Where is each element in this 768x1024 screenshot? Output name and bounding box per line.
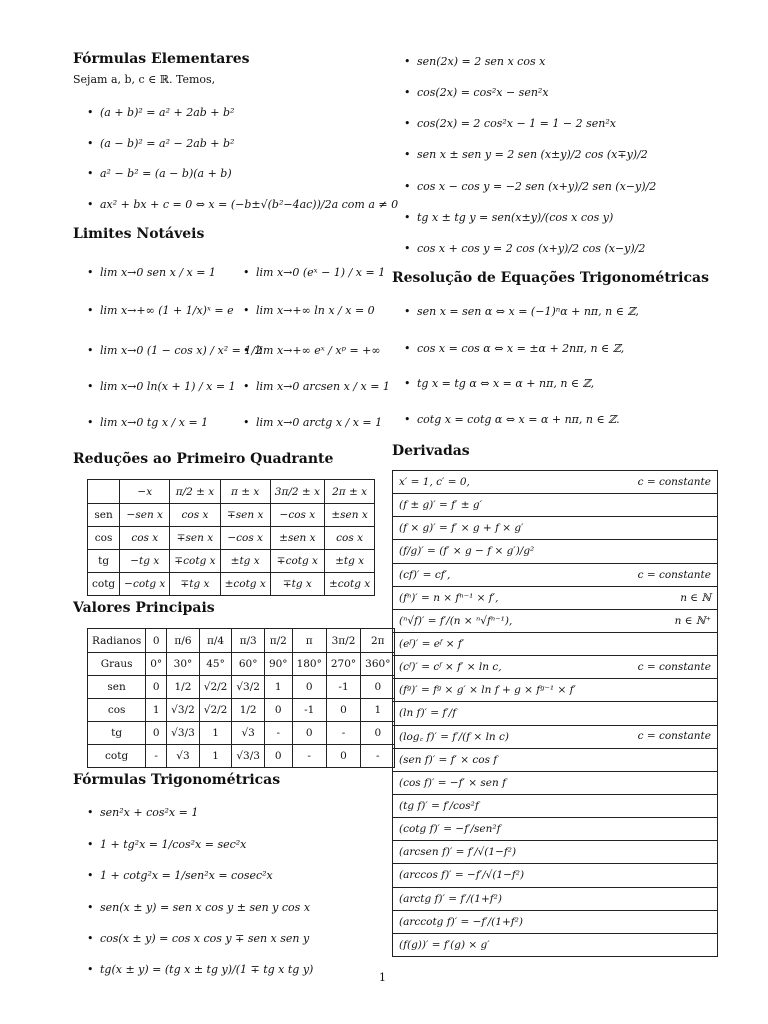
table-cell: √3 (232, 722, 265, 745)
table-row (393, 656, 718, 679)
table-cell: −tg x (120, 550, 170, 573)
table-cell: 0 (292, 676, 326, 699)
section-title-formulas-trigonometricas: Fórmulas Trigonométricas (73, 772, 281, 788)
table-row (88, 629, 395, 653)
formula-item: • cos(x ± y) = cos x cos y ∓ sen x sen y (87, 932, 309, 945)
table-cell (393, 910, 718, 933)
formula-item: • cos(2x) = 2 cos²x − 1 = 1 − 2 sen²x (404, 117, 616, 130)
section-title-resolucao: Resolução de Equações Trigonométricas (392, 270, 709, 286)
table-cell: 0 (326, 699, 360, 722)
table-cell: cos x (170, 504, 220, 527)
formula-item: • 1 + cotg²x = 1/sen²x = cosec²x (87, 869, 273, 882)
table-row (393, 702, 718, 725)
table-row (393, 609, 718, 632)
table-cell: Graus (88, 653, 146, 676)
limit-item: • lim x→+∞ ln x / x = 0 (243, 304, 375, 317)
table-row (393, 517, 718, 540)
table-cell: tg (88, 722, 146, 745)
derivative-formula: (arctg f)′ = f′/(1+f²) (399, 892, 502, 905)
derivative-condition: c = constante (637, 729, 711, 742)
table-header-cell (88, 480, 120, 504)
valores-table (87, 628, 395, 768)
table-row (393, 540, 718, 563)
table-cell: 0 (326, 745, 360, 768)
table-cell: 30° (167, 653, 200, 676)
table-row (88, 699, 395, 722)
table-cell: 360° (361, 653, 395, 676)
table-cell: 1 (361, 699, 395, 722)
table-cell (393, 702, 718, 725)
derivative-condition: c = constante (637, 568, 711, 581)
table-cell: ∓sen x (220, 504, 270, 527)
derivative-formula: (f/g)′ = (f′ × g − f × g′)/g² (399, 545, 535, 558)
derivadas-table (392, 470, 718, 957)
formula-item: • 1 + tg²x = 1/cos²x = sec²x (87, 838, 246, 851)
table-cell: -1 (326, 676, 360, 699)
table-cell: 1 (264, 676, 292, 699)
table-row (393, 471, 718, 494)
table-row (88, 653, 395, 676)
table-header-cell: 2π ± x (324, 480, 374, 504)
derivative-formula: (cotg f)′ = −f′/sen²f (399, 823, 501, 836)
table-cell: −cos x (270, 504, 324, 527)
table-cell (393, 540, 718, 563)
table-header-cell: π ± x (220, 480, 270, 504)
section-title-formulas-elementares: Fórmulas Elementares (73, 51, 250, 67)
table-row (393, 771, 718, 794)
derivative-formula: (f × g)′ = f′ × g + f × g′ (399, 522, 524, 535)
table-cell: ±tg x (324, 550, 374, 573)
formula-item: • sen x ± sen y = 2 sen (x±y)/2 cos (x∓y)/2 (404, 148, 648, 161)
table-row (393, 563, 718, 586)
formula-item: • cotg x = cotg α ⇔ x = α + nπ, n ∈ ℤ. (404, 413, 620, 426)
table-cell: √3/2 (167, 699, 200, 722)
table-cell (393, 632, 718, 655)
formula-item: • a² − b² = (a − b)(a + b) (87, 167, 232, 180)
table-cell: √3/3 (232, 745, 265, 768)
table-cell: 0 (264, 699, 292, 722)
formula-item: • ax² + bx + c = 0 ⇔ x = (−b±√(b²−4ac))/2a com a ≠ 0 (87, 198, 398, 211)
table-cell: 1/2 (167, 676, 200, 699)
table-row (393, 910, 718, 933)
table-cell: 1 (199, 745, 232, 768)
table-cell (393, 563, 718, 586)
table-row (88, 504, 375, 527)
limit-item: • lim x→+∞ eˣ / xᵖ = +∞ (243, 344, 381, 357)
table-cell: ±cotg x (324, 573, 374, 596)
derivative-formula: (fⁿ)′ = n × fⁿ⁻¹ × f′, (399, 591, 499, 604)
derivative-formula: (arccotg f)′ = −f′/(1+f²) (399, 915, 523, 928)
table-row (393, 933, 718, 956)
table-cell: −cos x (220, 527, 270, 550)
section-title-reducoes: Reduções ao Primeiro Quadrante (73, 451, 334, 467)
table-row (88, 550, 375, 573)
table-cell (393, 887, 718, 910)
table-cell (393, 725, 718, 748)
derivative-condition: c = constante (637, 661, 711, 674)
table-cell: ±sen x (324, 504, 374, 527)
table-row (393, 794, 718, 817)
table-cell: 2π (361, 629, 395, 653)
table-cell: 1 (146, 699, 167, 722)
table-cell: 270° (326, 653, 360, 676)
derivative-formula: (f(g))′ = f′(g) × g′ (399, 938, 490, 951)
table-cell (393, 609, 718, 632)
limit-item: • lim x→0 sen x / x = 1 (87, 266, 216, 279)
table-cell: -1 (292, 699, 326, 722)
table-cell: cos (88, 527, 120, 550)
table-row (393, 748, 718, 771)
table-cell: ±tg x (220, 550, 270, 573)
table-cell: 1/2 (232, 699, 265, 722)
table-header-cell: π/2 ± x (170, 480, 220, 504)
table-row (393, 679, 718, 702)
table-cell: - (264, 722, 292, 745)
section-title-limites-notaveis: Limites Notáveis (73, 226, 205, 242)
derivative-formula: (log꜀ f)′ = f′/(f × ln c) (399, 730, 510, 743)
table-cell: 0 (361, 676, 395, 699)
table-cell: - (146, 745, 167, 768)
table-cell: 1 (199, 722, 232, 745)
formula-item: • (a + b)² = a² + 2ab + b² (87, 106, 234, 119)
table-row (393, 632, 718, 655)
table-cell: - (361, 745, 395, 768)
table-cell: sen (88, 676, 146, 699)
limit-item: • lim x→0 tg x / x = 1 (87, 416, 208, 429)
table-cell (393, 771, 718, 794)
table-cell: ±sen x (270, 527, 324, 550)
table-cell (393, 586, 718, 609)
table-cell: √3/3 (167, 722, 200, 745)
formula-item: • cos(2x) = cos²x − sen²x (404, 86, 549, 99)
formula-item: • cos x + cos y = 2 cos (x+y)/2 cos (x−y)/2 (404, 242, 645, 255)
table-cell: cotg (88, 745, 146, 768)
table-cell: π/3 (232, 629, 265, 653)
table-cell (393, 517, 718, 540)
table-cell: ±cotg x (220, 573, 270, 596)
table-cell: π/6 (167, 629, 200, 653)
formula-item: • cos x − cos y = −2 sen (x+y)/2 sen (x−y)/2 (404, 180, 656, 193)
table-row (88, 676, 395, 699)
derivative-formula: (tg f)′ = f′/cos²f (399, 800, 479, 813)
derivative-condition: n ∈ ℕ⁺ (674, 614, 711, 627)
table-cell (393, 656, 718, 679)
table-row (393, 864, 718, 887)
table-cell: 90° (264, 653, 292, 676)
table-cell (393, 494, 718, 517)
table-cell: 45° (199, 653, 232, 676)
formula-item: • (a − b)² = a² − 2ab + b² (87, 137, 234, 150)
table-cell: √2/2 (199, 699, 232, 722)
derivative-formula: x′ = 1, c′ = 0, (399, 476, 470, 489)
table-cell: 60° (232, 653, 265, 676)
table-cell: 0 (146, 629, 167, 653)
table-cell: 0 (146, 722, 167, 745)
derivative-formula: (fᵍ)′ = fᵍ × g′ × ln f + g × fᵍ⁻¹ × f′ (399, 684, 576, 697)
formula-item: • cos x = cos α ⇔ x = ±α + 2nπ, n ∈ ℤ, (404, 342, 624, 355)
formula-item: • sen(x ± y) = sen x cos y ± sen y cos x (87, 901, 310, 914)
table-cell: tg (88, 550, 120, 573)
limit-item: • lim x→0 (1 − cos x) / x² = 1/2 (87, 344, 262, 357)
derivative-condition: n ∈ ℕ (680, 591, 711, 604)
table-cell: 180° (292, 653, 326, 676)
table-cell: 0 (361, 722, 395, 745)
table-cell: 0° (146, 653, 167, 676)
table-row (393, 494, 718, 517)
table-cell: cos (88, 699, 146, 722)
table-cell: 0 (292, 722, 326, 745)
table-cell: √3 (167, 745, 200, 768)
table-cell: π/2 (264, 629, 292, 653)
limit-item: • lim x→0 (eˣ − 1) / x = 1 (243, 266, 385, 279)
derivative-formula: (arccos f)′ = −f′/√(1−f²) (399, 869, 525, 882)
table-cell (393, 818, 718, 841)
table-row (393, 586, 718, 609)
table-cell: ∓cotg x (270, 550, 324, 573)
reducoes-table (87, 479, 375, 596)
derivative-formula: (eᶠ)′ = eᶠ × f′ (399, 638, 465, 651)
limit-item: • lim x→0 arctg x / x = 1 (243, 416, 382, 429)
table-cell: √2/2 (199, 676, 232, 699)
table-cell: π (292, 629, 326, 653)
table-row (393, 725, 718, 748)
table-cell (393, 841, 718, 864)
limit-item: • lim x→0 arcsen x / x = 1 (243, 380, 390, 393)
table-row (393, 887, 718, 910)
derivative-formula: (cos f)′ = −f′ × sen f (399, 776, 506, 789)
table-cell: ∓cotg x (170, 550, 220, 573)
table-header-cell: 3π/2 ± x (270, 480, 324, 504)
table-cell: 3π/2 (326, 629, 360, 653)
derivative-formula: (ⁿ√f)′ = f′/(n × ⁿ√fⁿ⁻¹), (399, 614, 513, 627)
table-cell: - (326, 722, 360, 745)
table-row (393, 841, 718, 864)
formula-item: • tg x ± tg y = sen(x±y)/(cos x cos y) (404, 211, 613, 224)
table-row (88, 745, 395, 768)
table-cell: ∓sen x (170, 527, 220, 550)
table-cell: −sen x (120, 504, 170, 527)
section-title-derivadas: Derivadas (392, 443, 470, 459)
table-row (88, 527, 375, 550)
table-cell (393, 748, 718, 771)
table-cell: cos x (120, 527, 170, 550)
formula-item: • sen(2x) = 2 sen x cos x (404, 55, 545, 68)
table-cell: 0 (146, 676, 167, 699)
intro-text: Sejam a, b, c ∈ ℝ. Temos, (73, 73, 216, 86)
limit-item: • lim x→+∞ (1 + 1/x)ˣ = e (87, 304, 234, 317)
table-cell: cos x (324, 527, 374, 550)
table-cell (393, 471, 718, 494)
derivative-formula: (sen f)′ = f′ × cos f (399, 753, 498, 766)
derivative-formula: (ln f)′ = f′/f (399, 707, 457, 720)
table-cell: sen (88, 504, 120, 527)
table-cell: 0 (264, 745, 292, 768)
formula-item: • sen x = sen α ⇔ x = (−1)ⁿα + nπ, n ∈ ℤ, (404, 305, 639, 318)
page-number: 1 (379, 971, 386, 984)
table-cell: √3/2 (232, 676, 265, 699)
derivative-condition: c = constante (637, 476, 711, 489)
table-cell: π/4 (199, 629, 232, 653)
table-cell: cotg (88, 573, 120, 596)
derivative-formula: (cᶠ)′ = cᶠ × f′ × ln c, (399, 661, 502, 674)
table-cell: Radianos (88, 629, 146, 653)
section-title-valores-principais: Valores Principais (73, 600, 215, 616)
derivative-formula: (f ± g)′ = f′ ± g′ (399, 499, 482, 512)
derivative-formula: (cf)′ = cf′, (399, 568, 451, 581)
table-cell: ∓tg x (170, 573, 220, 596)
table-row (88, 722, 395, 745)
formula-item: • tg(x ± y) = (tg x ± tg y)/(1 ∓ tg x tg y) (87, 963, 313, 976)
table-row (88, 573, 375, 596)
table-cell (393, 864, 718, 887)
table-cell: ∓tg x (270, 573, 324, 596)
table-cell (393, 794, 718, 817)
table-cell: - (292, 745, 326, 768)
table-cell: −cotg x (120, 573, 170, 596)
table-header-cell: −x (120, 480, 170, 504)
derivative-formula: (arcsen f)′ = f′/√(1−f²) (399, 846, 517, 859)
limit-item: • lim x→0 ln(x + 1) / x = 1 (87, 380, 236, 393)
table-row (393, 818, 718, 841)
table-cell (393, 933, 718, 956)
formula-item: • tg x = tg α ⇔ x = α + nπ, n ∈ ℤ, (404, 377, 594, 390)
formula-item: • sen²x + cos²x = 1 (87, 806, 198, 819)
table-cell (393, 679, 718, 702)
